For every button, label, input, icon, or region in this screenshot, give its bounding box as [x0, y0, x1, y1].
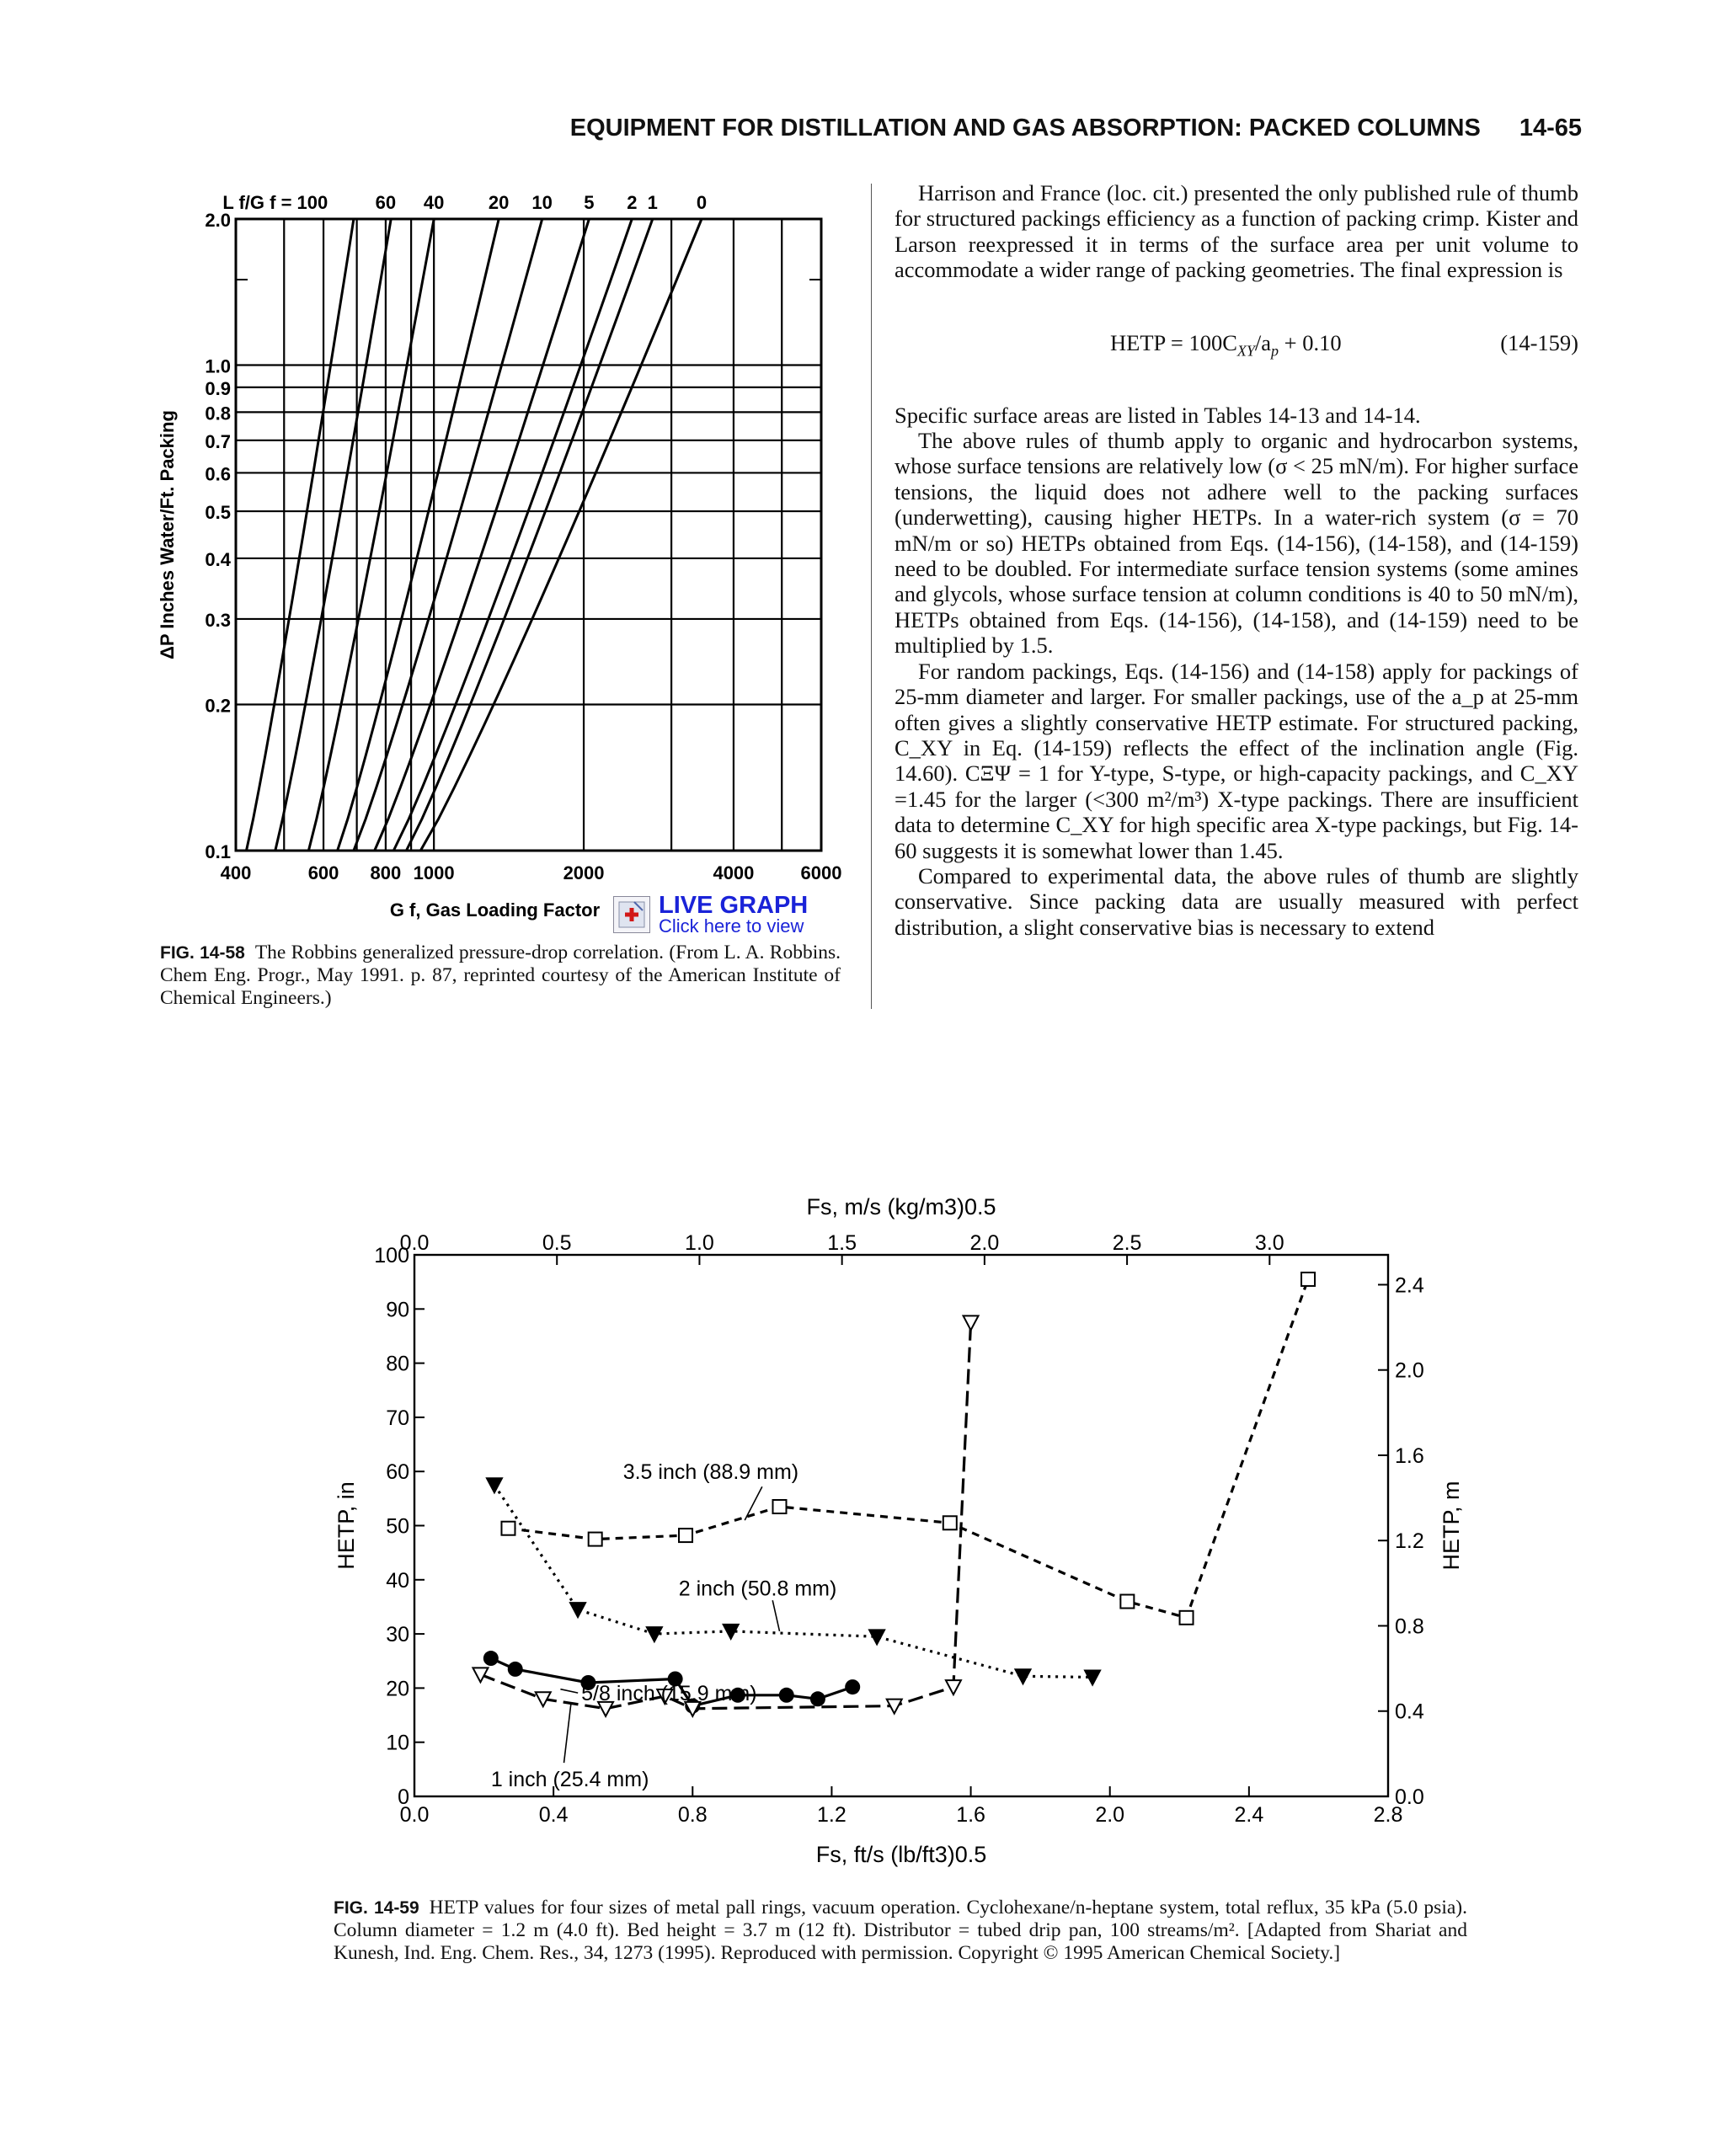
x-tick-label: 600 — [307, 862, 339, 883]
column-divider — [871, 184, 872, 1009]
y-axis-label: ΔP Inches Water/Ft. Packing — [157, 410, 178, 659]
x-tick-label-bottom: 2.0 — [1095, 1803, 1125, 1827]
x-tick-label: 800 — [370, 862, 402, 883]
x-axis-label-bottom: Fs, ft/s (lb/ft3)0.5 — [815, 1842, 987, 1867]
correlation-curve — [406, 219, 652, 851]
paragraph-2: Specific surface areas are listed in Tables 14-13 and 14-14. — [895, 402, 1421, 428]
curve-label: 2 — [627, 192, 638, 213]
x-tick-label-bottom: 1.2 — [817, 1803, 846, 1827]
marker-square — [589, 1533, 602, 1546]
correlation-curve — [420, 219, 702, 851]
marker-square — [1301, 1273, 1315, 1286]
y-tick-label-right: 2.0 — [1395, 1358, 1424, 1383]
x-tick-label-top: 1.5 — [827, 1231, 857, 1255]
marker-square — [773, 1500, 787, 1513]
y-tick-label-right: 1.6 — [1395, 1444, 1424, 1468]
robbins-pressure-drop-chart — [152, 177, 859, 935]
marker-circle — [508, 1662, 523, 1677]
x-tick-label-top: 1.0 — [685, 1231, 714, 1255]
curve-label: 0 — [696, 192, 708, 213]
y-tick-label-right: 0.8 — [1395, 1614, 1424, 1639]
y-tick-label: 0.6 — [205, 463, 231, 485]
paragraph-4: For random packings, Eqs. (14-156) and (14-158) apply for packings of 25-mm diameter and larger. For smaller packings, use of the a_p at 25-mm often gives a slightly conservative HETP estimate. For structured packing, C_XY in Eq. (14-159) reflects the effect of the inclination angle (Fig. 14.60). CΞΨ = 1 for Y-type, S-type, or high-capacity packings, and C_XY =1.45 for the larger (<300 m²/m³) X-type packings. There are insufficient data to determine C_XY for high specific area X-type packings, but Fig. 14-60 suggests it is somewhat lower than 1.45. — [895, 658, 1578, 863]
equation-expression: HETP = $100C_{XY}/a_p + 0.10$ — [1110, 329, 1342, 359]
live-graph-icon — [613, 896, 650, 933]
y-tick-label-left: 10 — [386, 1731, 409, 1755]
marker-circle — [779, 1688, 794, 1703]
y-tick-label-right: 0.0 — [1395, 1785, 1424, 1809]
y-tick-label: 0.4 — [205, 548, 231, 570]
series-line-3 — [509, 1279, 1309, 1618]
x-tick-label-top: 0.5 — [542, 1231, 572, 1255]
hetp-chart — [320, 1171, 1482, 1886]
body-text — [895, 180, 1578, 940]
x-tick-label: 6000 — [800, 862, 842, 883]
paragraph-1: Harrison and France (loc. cit.) presented the only published rule of thumb for structured packings efficiency as a function of packing crimp. Kister and Larson reexpressed it in terms of the surface area per unit volume to accommodate a wider range of packing geometries. The final expression is — [895, 180, 1578, 283]
series-label: 1 inch (25.4 mm) — [490, 1767, 649, 1791]
y-tick-label-left: 20 — [386, 1677, 409, 1701]
x-tick-label-top: 0.0 — [399, 1231, 430, 1255]
fig-14-58-caption-text: The Robbins generalized pressure-drop correlation. (From L. A. Robbins. Chem Eng. Progr., May 1991. p. 87, reprinted courtesy of the American Institute of Chemical Engineers.) — [160, 942, 841, 1009]
x-tick-label-bottom: 1.6 — [956, 1803, 985, 1827]
series-line-1 — [480, 1322, 970, 1708]
x-tick-label: 400 — [220, 862, 252, 883]
y-tick-label-right: 1.2 — [1395, 1529, 1424, 1554]
fig-14-59-caption-text: HETP values for four sizes of metal pall rings, vacuum operation. Cyclohexane/n-heptane system, total reflux, 35 kPa (5.0 psia). Column diameter = 1.2 m (4.0 ft). Bed height = 3.7 m (12 ft). Distributor = tubed drip pan, 100 streams/m². [Adapted from Shariat and Kunesh, Ind. Eng. Chem. Res., 34, 1273 (1995). Reproduced with permission. Copyright © 1995 American Chemical Society.] — [334, 1897, 1467, 1964]
curve-label: 60 — [375, 192, 397, 213]
x-tick-label-bottom: 2.4 — [1234, 1803, 1264, 1827]
live-graph-link[interactable] — [613, 893, 832, 937]
x-tick-label-top: 2.0 — [969, 1231, 1000, 1255]
x-tick-label: 2000 — [563, 862, 605, 883]
curve-label: 10 — [531, 192, 553, 213]
y-tick-label: 2.0 — [205, 210, 231, 231]
y-tick-label-right: 0.4 — [1395, 1700, 1424, 1724]
marker-square — [1120, 1595, 1134, 1609]
fig-14-58-label: FIG. 14-58 — [160, 943, 245, 963]
y-tick-label: 0.9 — [205, 377, 231, 399]
paragraph-5: Compared to experimental data, the above rules of thumb are slightly conservative. Since packing data are usually measured with perfect distribution, a slight conservative bias is necessary to extend — [895, 862, 1578, 940]
page-number: 14-65 — [1519, 115, 1582, 141]
y-tick-label: 0.8 — [205, 403, 231, 424]
y-tick-label-left: 40 — [386, 1568, 409, 1593]
y-tick-label-left: 30 — [386, 1623, 409, 1647]
y-tick-label: 0.7 — [205, 430, 231, 452]
marker-triangle-open — [473, 1668, 488, 1682]
y-tick-label-left: 90 — [386, 1298, 409, 1322]
running-title: EQUIPMENT FOR DISTILLATION AND GAS ABSORPTION: PACKED COLUMNS — [569, 115, 1481, 141]
live-graph-subtitle: Click here to view — [659, 915, 804, 937]
y-tick-label-left: 0 — [398, 1785, 409, 1809]
marker-triangle-open — [946, 1680, 961, 1694]
x-tick-label-bottom: 0.0 — [399, 1803, 430, 1827]
marker-circle — [845, 1679, 860, 1694]
y-tick-label-left: 100 — [374, 1244, 409, 1267]
y-tick-label-left: 60 — [386, 1460, 409, 1485]
fig-14-58-caption — [160, 942, 841, 1010]
series-leader-line — [560, 1689, 578, 1693]
marker-square — [943, 1516, 957, 1529]
series-label: 3.5 inch (88.9 mm) — [622, 1460, 799, 1485]
y-tick-label: 0.1 — [205, 841, 231, 862]
marker-triangle-filled — [1016, 1669, 1031, 1684]
x-tick-label: 1000 — [413, 862, 455, 883]
page-header — [531, 115, 1582, 148]
marker-triangle-filled — [487, 1478, 502, 1492]
y-tick-label-left: 50 — [386, 1514, 409, 1539]
y-tick-label: 0.3 — [205, 609, 231, 631]
y-tick-label: 1.0 — [205, 355, 231, 377]
live-graph-title: LIVE GRAPH — [659, 892, 809, 919]
y-tick-label-right: 2.4 — [1395, 1273, 1424, 1298]
x-tick-label-bottom: 0.8 — [677, 1803, 708, 1827]
marker-triangle-filled — [570, 1603, 585, 1617]
marker-circle — [810, 1691, 825, 1706]
x-tick-label: 4000 — [713, 862, 755, 883]
equation-number: (14-159) — [1500, 329, 1578, 355]
x-axis-label: G f, Gas Loading Factor — [389, 899, 601, 921]
x-tick-label-top: 3.0 — [1254, 1231, 1284, 1255]
series-leader-line — [772, 1600, 779, 1631]
y-axis-label-right: HETP, m — [1439, 1481, 1464, 1571]
curve-label: 1 — [647, 192, 658, 213]
curve-label: 5 — [584, 192, 595, 213]
correlation-curve — [338, 219, 499, 851]
x-tick-label-bottom: 2.8 — [1373, 1803, 1403, 1827]
fig-14-59-caption — [334, 1897, 1467, 1965]
x-tick-label-top: 2.5 — [1112, 1231, 1142, 1255]
marker-triangle-open — [964, 1315, 979, 1330]
correlation-curve — [375, 219, 590, 851]
series-leader-line — [564, 1705, 571, 1763]
y-tick-label-left: 80 — [386, 1352, 409, 1376]
series-label: 2 inch (50.8 mm) — [678, 1577, 837, 1601]
series-label: 5/8 inch (15.9 mm) — [581, 1682, 757, 1706]
equation-14-159 — [895, 329, 1578, 359]
curve-label: 20 — [488, 192, 510, 213]
curve-label: 40 — [423, 192, 445, 213]
y-tick-label-left: 70 — [386, 1406, 409, 1430]
curve-label-100: L f/G f = 100 — [222, 192, 328, 213]
y-tick-label: 0.2 — [205, 695, 231, 717]
y-axis-label-left: HETP, in — [334, 1481, 359, 1570]
marker-square — [501, 1522, 515, 1535]
correlation-curve — [308, 219, 434, 851]
plot-frame — [414, 1255, 1388, 1796]
fig-14-59-label: FIG. 14-59 — [334, 1898, 419, 1918]
marker-square — [679, 1529, 692, 1542]
x-tick-label-bottom: 0.4 — [538, 1803, 569, 1827]
y-tick-label: 0.5 — [205, 502, 231, 524]
marker-square — [1180, 1611, 1194, 1625]
correlation-curve — [393, 219, 632, 851]
paragraph-3: The above rules of thumb apply to organic and hydrocarbon systems, whose surface tensions are relatively low (σ < 25 mN/m). For higher surface tensions, the liquid does not adhere well to the packing surfaces (underwetting), causing higher HETPs. In a water-rich system (σ = 70 mN/m or so) HETPs obtained from Eqs. (14-156), (14-158), and (14-159) need to be doubled. For intermediate surface tension systems (some amines and glycols, whose surface tension at column conditions is 40 to 50 mN/m), HETPs obtained from Eqs. (14-156), (14-158), and (14-159) need to be multiplied by 1.5. — [895, 428, 1578, 659]
x-axis-label-top: Fs, m/s (kg/m3)0.5 — [806, 1194, 996, 1219]
marker-circle — [483, 1651, 499, 1666]
